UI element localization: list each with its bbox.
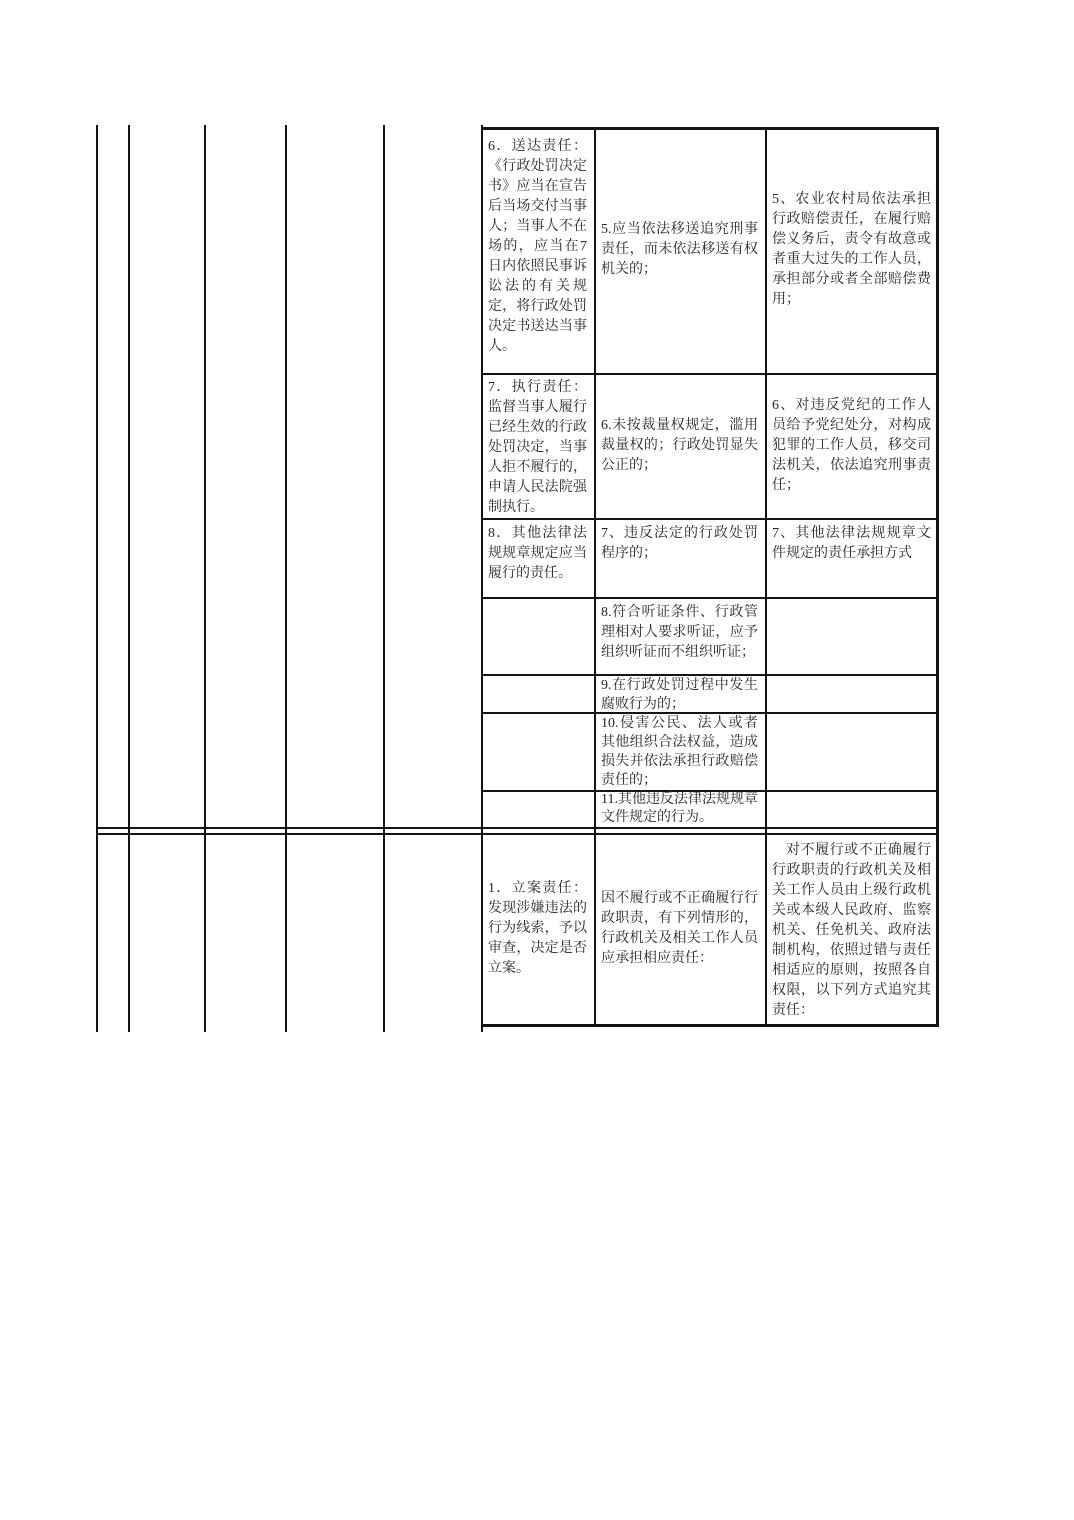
- grid-line: [96, 125, 98, 1032]
- cell-text: 6.未按裁量权规定，滥用裁量权的；行政处罚显失公正的；: [601, 417, 758, 473]
- cell-method-5: [765, 127, 938, 373]
- cell-step-6-delivery: [481, 127, 594, 373]
- cell-situation-intro: [594, 833, 765, 1024]
- cell-situation-8: [594, 597, 765, 674]
- grid-line: [96, 827, 939, 829]
- cell-situation-6: [594, 373, 765, 518]
- cell-step-8-other: [481, 518, 594, 597]
- cell-text: 7．执行责任：监督当事人履行已经生效的行政处罚决定，当事人拒不履行的，申请人民法院强制执行。: [488, 380, 587, 515]
- cell-text: 9.在行政处罚过程中发生腐败行为的；: [601, 678, 758, 712]
- cell-text: 7、违反法定的行政处罚程序的；: [601, 526, 758, 561]
- cell-text: 对不履行或不正确履行行政职责的行政机关及相关工作人员由上级行政机关或本级人民政府、监察机关、任免机关、政府法制机构，依照过错与责任相适应的原则，按照各自权限，以下列方式追究其责任：: [772, 843, 931, 1018]
- grid-line: [204, 125, 206, 1032]
- cell-situation-9: [594, 674, 765, 712]
- cell-text: 10.侵害公民、法人或者其他组织合法权益，造成损失并依法承担行政赔偿责任的；: [601, 716, 758, 788]
- cell-step-1-filing: [481, 833, 594, 1024]
- cell-text: 7、其他法律法规规章文件规定的责任承担方式: [772, 526, 931, 561]
- cell-method-intro: [765, 833, 938, 1024]
- cell-situation-5: [594, 127, 765, 373]
- grid-line: [481, 1024, 939, 1027]
- cell-text: 11.其他违反法律法规规章文件规定的行为。: [601, 792, 758, 825]
- grid-line: [285, 125, 287, 1032]
- cell-method-7: [765, 518, 938, 597]
- cell-step-7-enforcement: [481, 373, 594, 518]
- cell-text: 5.应当依法移送追究刑事责任，而未依法移送有权机关的；: [601, 222, 758, 277]
- cell-text: 8.符合听证条件、行政管理相对人要求听证，应予组织听证而不组织听证；: [601, 605, 758, 660]
- cell-method-6: [765, 373, 938, 518]
- cell-situation-7: [594, 518, 765, 597]
- grid-line: [128, 125, 130, 1032]
- grid-line: [383, 125, 385, 1032]
- cell-situation-11: [594, 790, 765, 827]
- cell-text: 8．其他法律法规规章规定应当履行的责任。: [488, 526, 587, 581]
- cell-text: 因不履行或不正确履行行政职责，有下列情形的，行政机关及相关工作人员应承担相应责任：: [601, 890, 758, 966]
- cell-text: 6、对违反党纪的工作人员给予党纪处分，对构成犯罪的工作人员，移交司法机关，依法追究刑事责任；: [772, 397, 931, 493]
- cell-text: 6．送达责任：《行政处罚决定书》应当在宣告后当场交付当事人；当事人不在场的，应当在7日内依照民事诉讼法的有关规定，将行政处罚决定书送达当事人。: [488, 139, 587, 354]
- cell-text: 5、农业农村局依法承担行政赔偿责任，在履行赔偿义务后，责令有故意或者重大过失的工作人员，承担部分或者全部赔偿费用；: [772, 192, 931, 307]
- cell-situation-10: [594, 712, 765, 790]
- cell-text: 1．立案责任：发现涉嫌违法的行为线索，予以审查，决定是否立案。: [488, 880, 587, 976]
